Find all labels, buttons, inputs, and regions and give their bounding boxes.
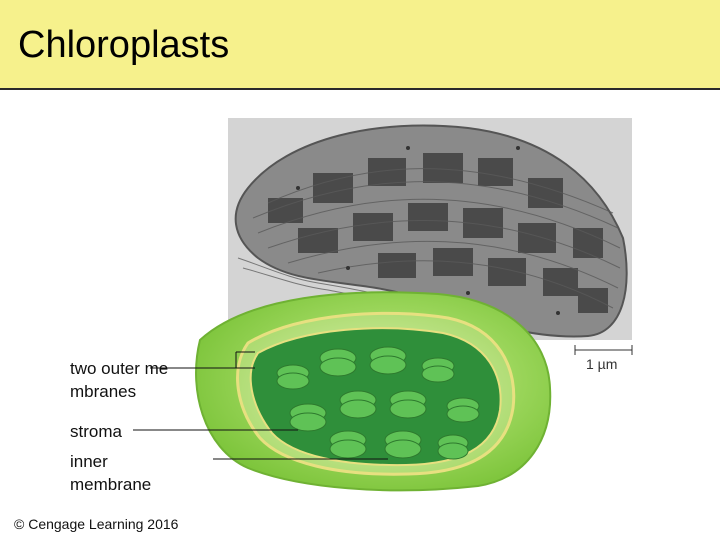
scale-bar-label: 1 µm — [586, 356, 618, 372]
slide-title: Chloroplasts — [18, 24, 230, 66]
scale-bar — [575, 345, 632, 355]
label-two-outer-membranes: two outer membranes — [70, 359, 169, 401]
label-inner-membrane: inner membrane — [70, 452, 152, 494]
label-stroma: stroma — [70, 422, 122, 441]
copyright-notice: © Cengage Learning 2016 — [14, 516, 179, 532]
